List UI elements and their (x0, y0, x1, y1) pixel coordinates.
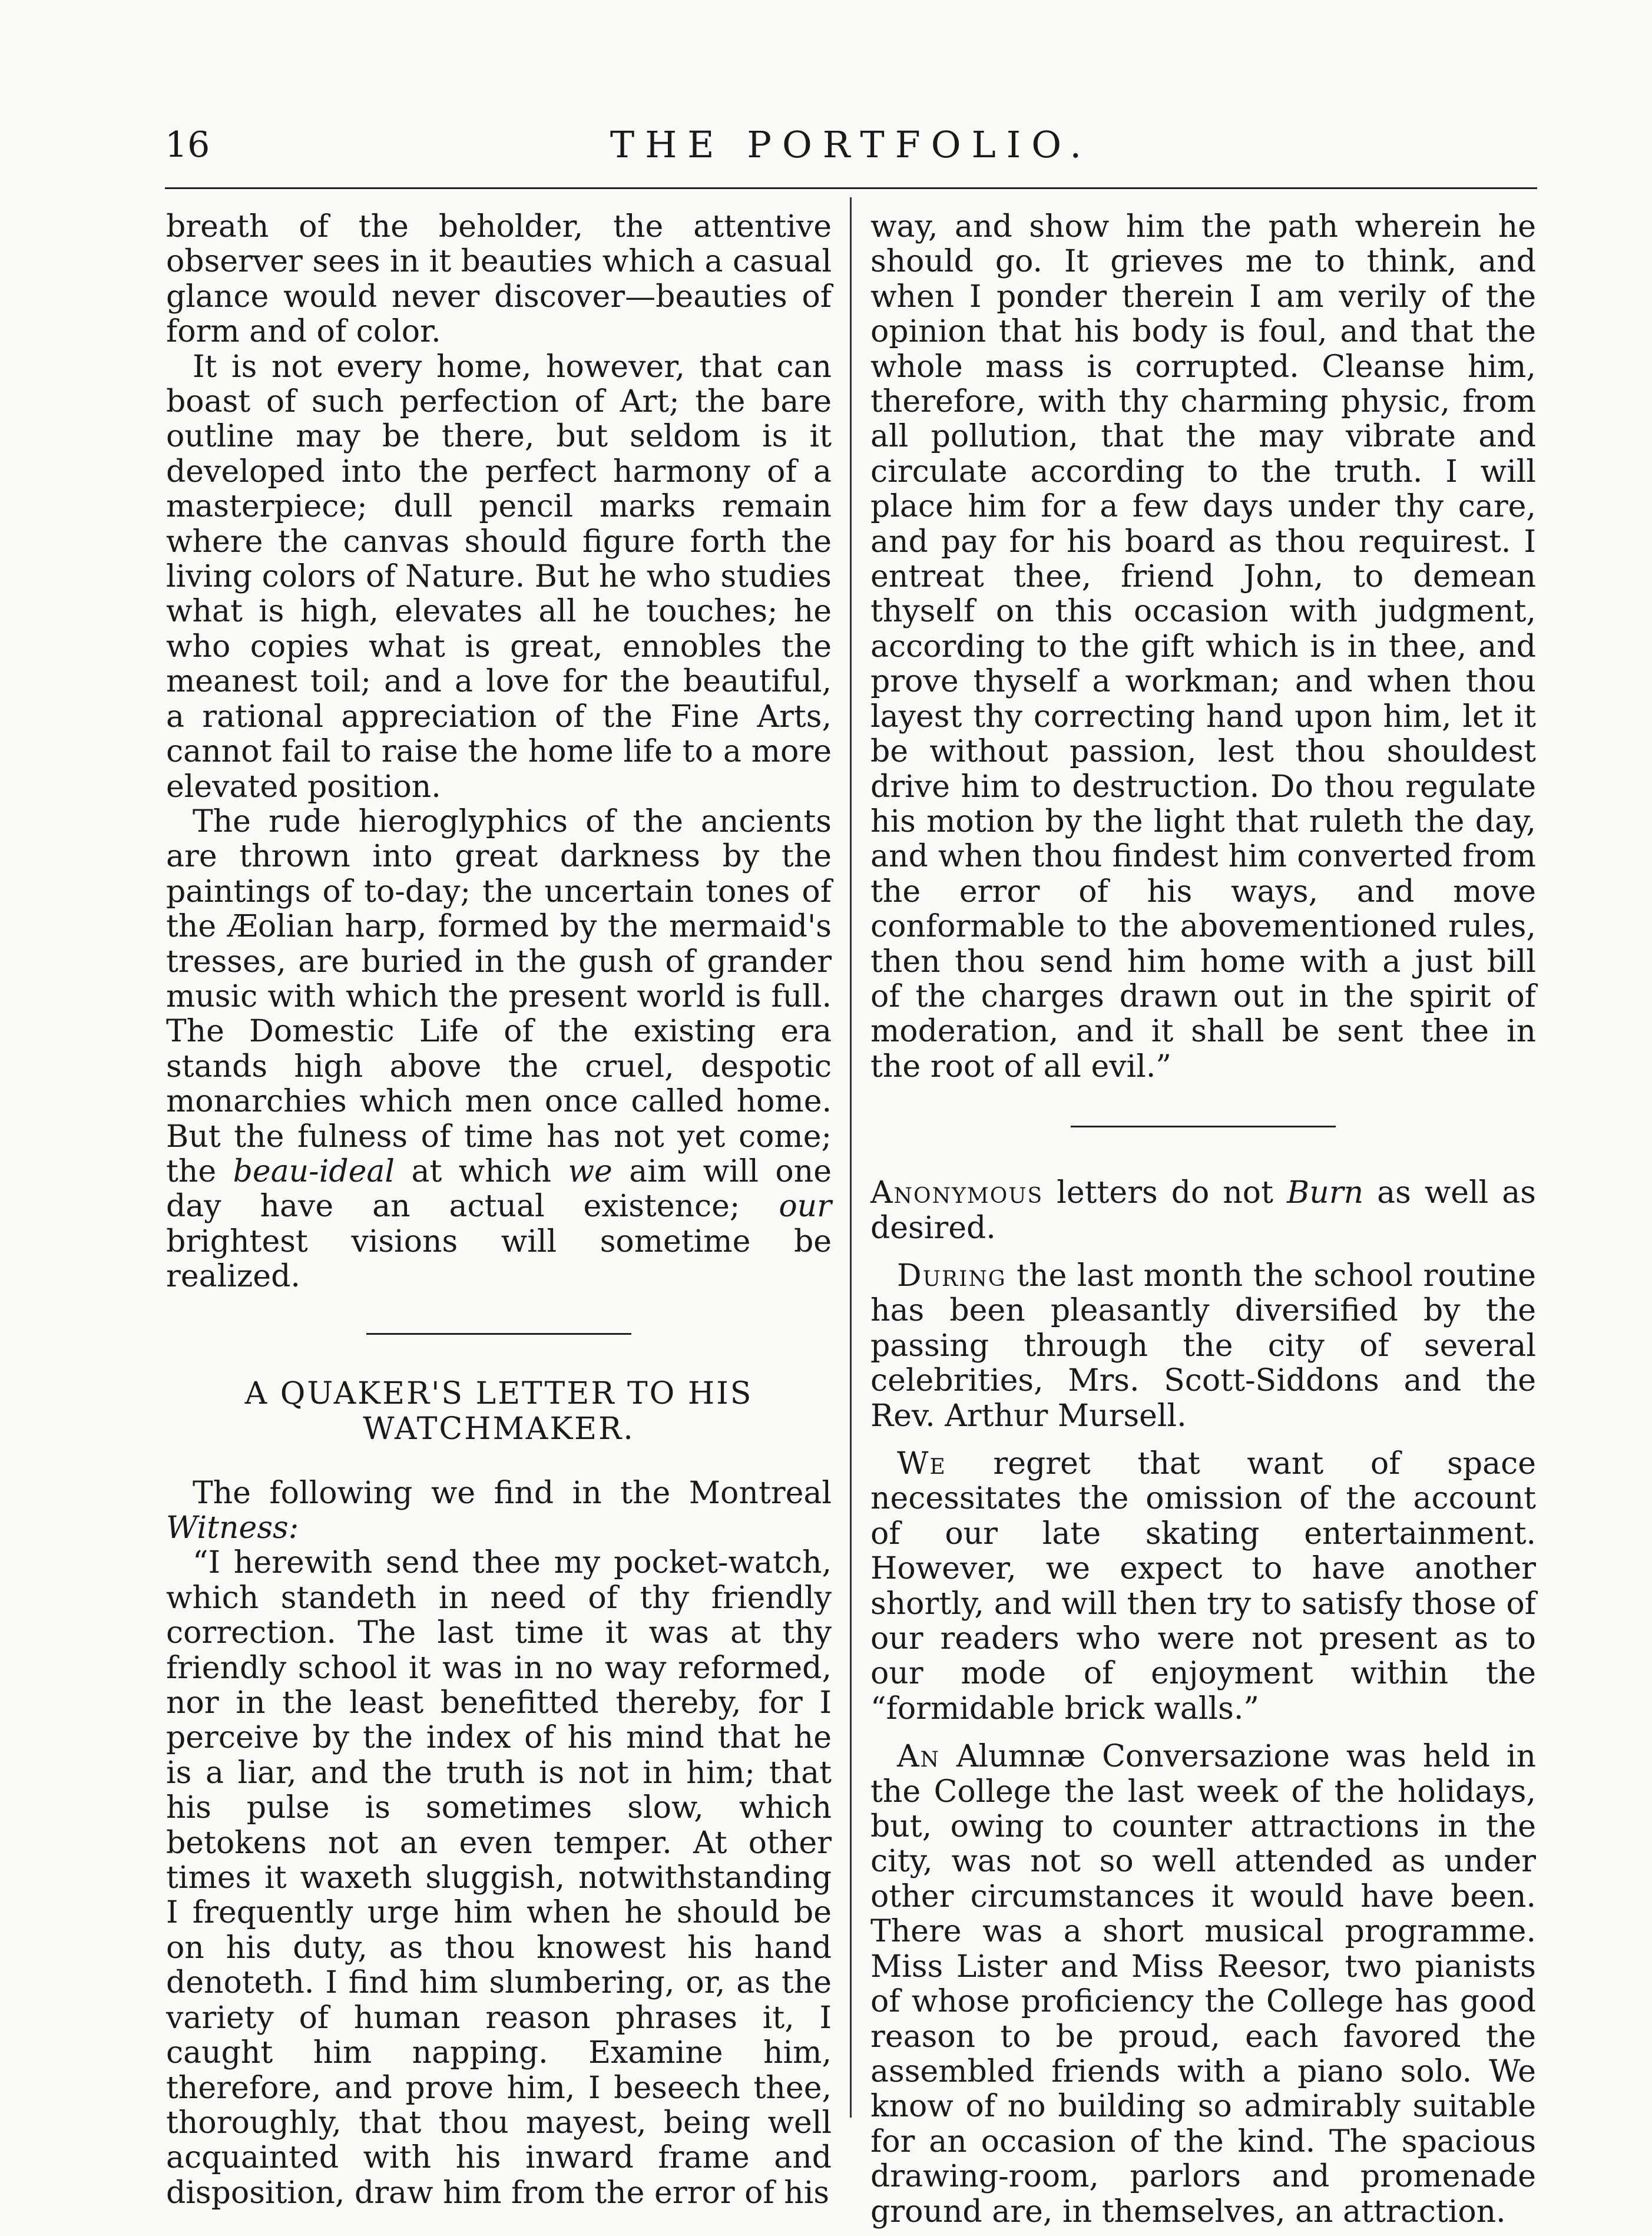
paragraph-text: aim will one day have an actual existence; (166, 1153, 832, 1225)
article-title: A QUAKER'S LETTER TO HIS WATCHMAKER. (244, 1375, 753, 1447)
note-paragraph (870, 1447, 1536, 1726)
note-paragraph (870, 1176, 1536, 1246)
note-paragraph (870, 1739, 1536, 2230)
paragraph-text: brightest visions will sometime be realized. (166, 1223, 832, 1295)
lead-word: During (897, 1258, 1007, 1294)
page-number: 16 (165, 124, 210, 166)
lead-word: Anonymous (870, 1175, 1044, 1211)
right-column (870, 210, 1536, 2230)
page-header (165, 121, 1537, 174)
paragraph-text: letters do not (1043, 1175, 1287, 1211)
paragraph (166, 805, 832, 1295)
note-paragraph (870, 1259, 1536, 1434)
paragraph-text: Alumnæ Conversazione was held in the College the last week of the holidays, but, owing to counter attractions in the city, was not so well attended as under other circumstances it would have been. There was a short musical programme. Miss Lister and Miss Reesor, two pianists of whose proficiency the College has good reason to be proud, each favored the assembled friends with a piano solo. We know of no building so admirably suitable for an occasion of the kind. The spacious drawing-room, parlors and promenade ground are, in themselves, an attraction. (870, 1739, 1536, 2230)
italic-term: Witness: (166, 1510, 299, 1546)
paragraph-text: The rude hieroglyphics of the ancients are thrown into great darkness by the paintings of to-day; the uncertain tones of the Æolian harp, formed by the mermaid's tresses, are buried in the gush of grander music with which the present world is full. The Domestic Life of the existing era stands high above the cruel, despotic monarchies which men once called home. But the fulness of time has not yet come; the (166, 803, 832, 1189)
letter-paragraph: way, and show him the path wherein he should go. It grieves me to think, and when I ponder therein I am verily of the opinion that his body is foul, and that the whole mass is corrupted. Cleanse him, therefore, with thy charming physic, from all pollution, that the may vibrate and circulate according to the truth. I will place him for a few days under thy care, and pay for his board as thou requirest. I entreat thee, friend John, to demean thyself on this occasion with judgment, according to the gift which is in thee, and prove thyself a workman; and when thou layest thy correcting hand upon him, let it be without passion, lest thou shouldest drive him to destruction. Do thou regulate his motion by the light that ruleth the day, and when thou findest him converted from the error of his ways, and move conformable to the abovementioned rules, then thou send him home with a just bill of the charges drawn out in the spirit of moderation, and it shall be sent thee in the root of all evil.” (870, 209, 1536, 1084)
running-title: THE PORTFOLIO. (610, 123, 1092, 166)
letter-paragraph: “I herewith send thee my pocket-watch, which standeth in need of thy friendly correction. The last time it was at thy friendly school it was in no way reformed, nor in the least benefitted thereby, for I perceive by the index of his mind that he is a liar, and the truth is not in him; that his pulse is sometimes slow, which betokens not an even temper. At other times it waxeth sluggish, notwithstanding I frequently urge him when he should be on his duty, as thou knowest his hand denoteth. I find him slumbering, or, as the variety of human reason phrases it, I caught him napping. Examine him, therefore, and prove him, I beseech thee, thoroughly, that thou mayest, being well acquainted with his inward frame and disposition, draw him from the error of his (166, 1545, 832, 2211)
lead-word: An (897, 1739, 941, 1775)
paragraph-text: regret that want of space necessitates the omission of the account of our late skating entertainment. However, we expect to have another shortly, and will then try to satisfy those of our readers who were not present as to our mode of enjoyment within the “formidable brick walls.” (870, 1446, 1536, 1726)
italic-term: we (568, 1153, 613, 1189)
header-rule (165, 187, 1537, 189)
italic-term: our (779, 1189, 832, 1225)
paragraph-text: The following we find in the Montreal (193, 1475, 832, 1511)
italic-term: Burn (1287, 1175, 1364, 1211)
italic-term: beau-ideal (233, 1153, 395, 1189)
paragraph-text: the last month the school routine has been pleasantly diversified by the passing through the city of several celebrities, Mrs. Scott-Siddons and the Rev. Arthur Mursell. (870, 1258, 1536, 1434)
section-rule (366, 1333, 631, 1335)
paragraph-text: as well as desired. (870, 1175, 1536, 1246)
paragraph: It is not every home, however, that can boast of such perfection of Art; the bare outline may be there, but seldom is it developed into the perfect harmony of a masterpiece; dull pencil marks remain where the canvas should figure forth the living colors of Nature. But he who studies what is high, elevates all he touches; he who copies what is great, ennobles the meanest toil; and a love for the beautiful, a rational appreciation of the Fine Arts, cannot fail to raise the home life to a more elevated position. (166, 349, 832, 805)
paragraph: breath of the beholder, the attentive observer sees in it beauties which a casual glance would never discover—beauties of form and of color. (166, 209, 832, 350)
column-divider (850, 197, 852, 2118)
section-rule (1071, 1126, 1336, 1127)
paragraph (166, 1476, 832, 1546)
lead-word: We (897, 1446, 946, 1481)
paragraph-text: at which (395, 1153, 568, 1189)
left-column (166, 210, 832, 2211)
